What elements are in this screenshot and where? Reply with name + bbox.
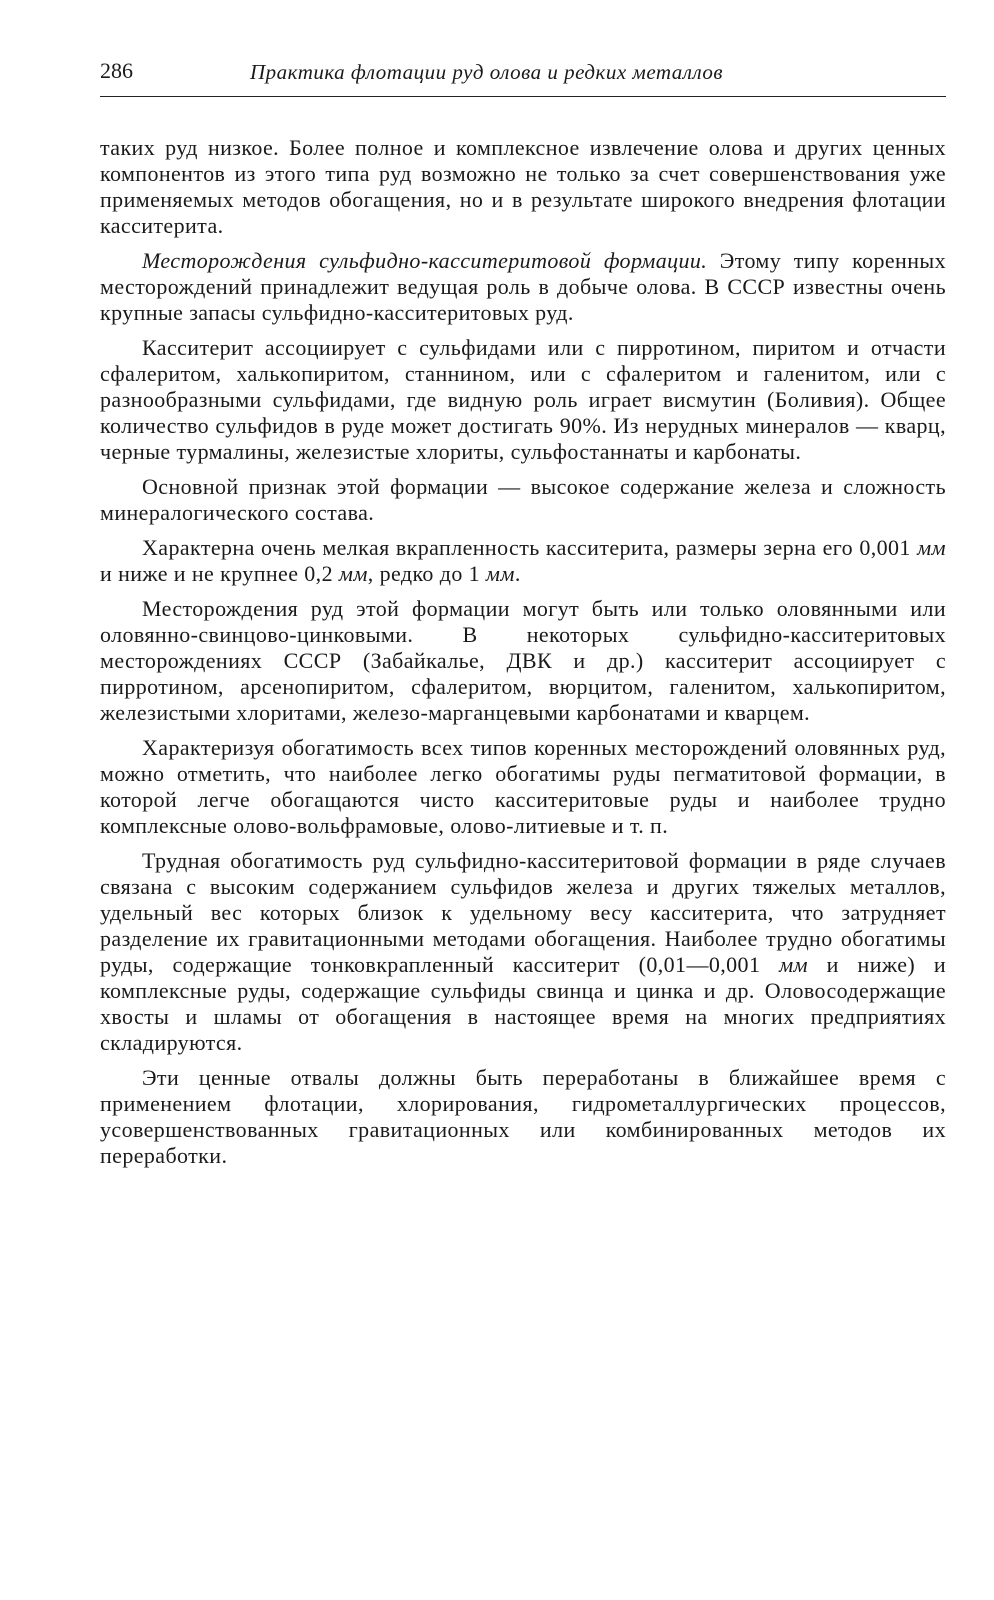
page-header [100, 56, 946, 97]
paragraph-8: Трудная обогатимость руд сульфидно-касситеритовой формации в ряде случаев связана с высоким содержанием сульфидов железа и других тяжелых металлов, удельный вес которых близок к удельному весу касситерита, что затрудняет разделение их гравитационными методами обогащения. Наиболее трудно обогатимы руды, содержащие тонковкрапленный касситерит (0,01—0,001 мм и ниже) и комплексные руды, содержащие сульфиды свинца и цинка и др. Оловосодержащие хвосты и шламы от обогащения в настоящее время на многих предприятиях складируются. [100, 848, 946, 1055]
unit-mm: мм [485, 561, 515, 586]
paragraph-1: таких руд низкое. Более полное и комплексное извлечение олова и других ценных компонентов из этого типа руд возможно не только за счет совершенствования уже применяемых методов обогащения, но и в результате широкого внедрения флотации касситерита. [100, 135, 946, 238]
paragraph-3: Касситерит ассоциирует с сульфидами или с пирротином, пиритом и отчасти сфалеритом, халькопиритом, станнином, или с сфалеритом и галенитом, или с разнообразными сульфидами, где видную роль играет висмутин (Боливия). Общее количество сульфидов в руде может достигать 90%. Из нерудных минералов — кварц, черные турмалины, железистые хлориты, сульфостаннаты и карбонаты. [100, 335, 946, 464]
paragraph-2: Месторождения сульфидно-касситеритовой формации. Этому типу коренных месторождений принадлежит ведущая роль в добыче олова. В СССР известны очень крупные запасы сульфидно-касситеритовых руд. [100, 248, 946, 325]
paragraph-4: Основной признак этой формации — высокое содержание железа и сложность минералогического состава. [100, 474, 946, 525]
unit-mm: мм [779, 952, 808, 977]
unit-mm: мм [917, 535, 946, 560]
running-title: Практика флотации руд олова и редких металлов [250, 60, 723, 84]
section-subheading: Месторождения сульфидно-касситеритовой формации. [142, 248, 708, 273]
paragraph-7: Характеризуя обогатимость всех типов коренных месторождений оловянных руд, можно отметить, что наиболее легко обогатимы руды пегматитовой формации, в которой легче обогащаются чисто касситеритовые руды и наиболее трудно комплексные олово-вольфрамовые, олово-литиевые и т. п. [100, 735, 946, 838]
paragraph-9: Эти ценные отвалы должны быть переработаны в ближайшее время с применением флотации, хлорирования, гидрометаллургических процессов, усовершенствованных гравитационных или комбинированных методов их переработки. [100, 1065, 946, 1168]
body-text [100, 135, 946, 1169]
paragraph-5: Характерна очень мелкая вкрапленность касситерита, размеры зерна его 0,001 мм и ниже и не крупнее 0,2 мм, редко до 1 мм. [100, 535, 946, 586]
unit-mm: мм [338, 561, 368, 586]
paragraph-6: Месторождения руд этой формации могут быть или только оловянными или оловянно-свинцово-цинковыми. В некоторых сульфидно-касситеритовых месторождениях СССР (Забайкалье, ДВК и др.) касситерит ассоциирует с пирротином, арсенопиритом, сфалеритом, вюрцитом, галенитом, халькопиритом, железистыми хлоритами, железо-марганцевыми карбонатами и кварцем. [100, 596, 946, 725]
page-number: 286 [100, 58, 133, 83]
book-page [100, 56, 946, 1178]
